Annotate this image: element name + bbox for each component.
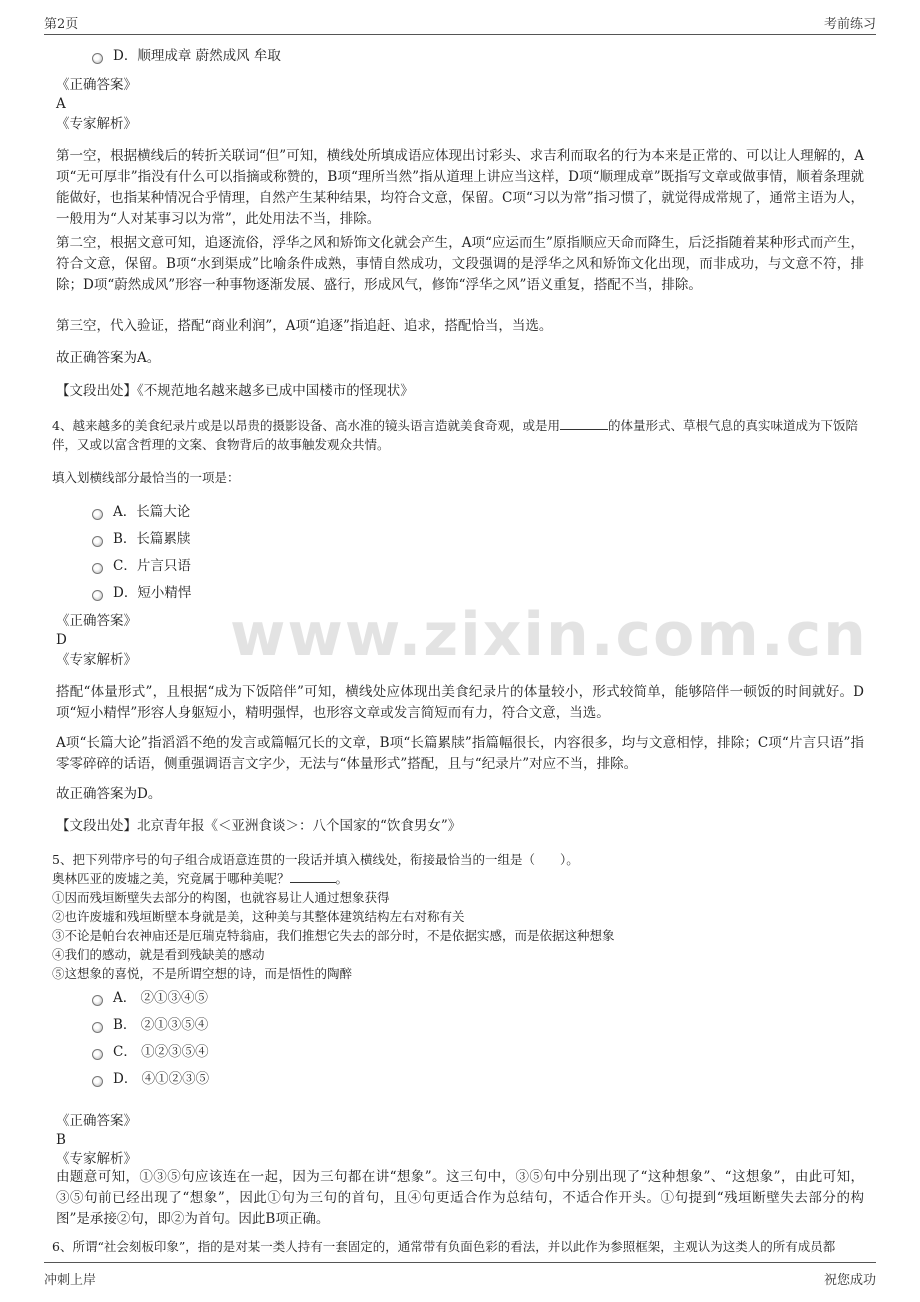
q5-answer: B [56,1132,66,1148]
radio-icon[interactable] [92,590,103,601]
radio-icon[interactable] [92,563,103,574]
q3-analysis-label: 《专家解析》 [56,116,137,132]
radio-icon[interactable] [92,1022,103,1033]
q5-option-d[interactable]: D． ④①②③⑤ [92,1069,209,1089]
q5-analysis: 由题意可知，①③⑤句应该连在一起，因为三句都在讲“想象”。这三句中，③⑤句中分别出现了“这种想象”、“这想象”，由此可知，③⑤句前已经出现了“想象”，因此①句为三句的首句，且④句更适合作为总结句，不适合作开头。①句提到“残垣断壁失去部分的构图”是承接②句，即②为首句。因此B项正确。 [56,1169,864,1227]
q3-analysis-p2: 第二空，根据文意可知，追逐流俗，浮华之风和矫饰文化就会产生，A项“应运而生”原指顺应天命而降生，后泛指随着某种形式而产生，符合文意，保留。B项“水到渠成”比喻条件成熟，事情自然成功，文段强调的是浮华之风和矫饰文化出现，而非成功，与文意不符，排除；D项“蔚然成风”形容一种事物逐渐发展、盛行，形成风气，修饰“浮华之风”语义重复，搭配不当，排除。 [56,235,864,293]
q5-stem: 5、把下列带序号的句子组合成语意连贯的一段话并填入横线处，衔接最恰当的一组是（ ）。 [52,852,579,867]
q4-option-a[interactable]: A．长篇大论 [92,502,190,522]
page-footer [44,1262,876,1288]
q6-stem: 6、所谓“社会刻板印象”，指的是对某一类人持有一套固定的，通常带有负面色彩的看法，并以此作为参照框架，主观认为这类人的所有成员都 [52,1239,836,1254]
q4-answer-label: 《正确答案》 [56,613,137,629]
q5-analysis-label: 《专家解析》 [56,1151,137,1167]
q4-analysis-p2: A项“长篇大论”指滔滔不绝的发言或篇幅冗长的文章，B项“长篇累牍”指篇幅很长，内容很多，均与文意相悖，排除；C项“片言只语”指零零碎碎的话语，侧重强调语言文字少，无法与“体量形式”搭配，且与“纪录片”对应不当，排除。 [56,735,864,772]
q5-sentence-2: ②也许废墟和残垣断壁本身就是美，这种美与其整体建筑结构左右对称有关 [52,909,465,924]
q4-option-c[interactable]: C．片言只语 [92,556,191,576]
footer-left: 冲刺上岸 [44,1273,97,1288]
q4-prompt: 填入划横线部分最恰当的一项是： [52,470,240,485]
q4-analysis-label: 《专家解析》 [56,652,137,668]
q3-option-d[interactable]: D．顺理成章 蔚然成风 牟取 [92,46,281,66]
q5-option-c[interactable]: C． ①②③⑤④ [92,1042,209,1062]
q4-analysis-p1: 搭配“体量形式”，且根据“成为下饭陪伴”可知，横线处应体现出美食纪录片的体量较小，形式较简单，能够陪伴一顿饭的时间就好。D项“短小精悍”形容人身躯短小，精明强悍，也形容文章或发言简短而有力，符合文意，当选。 [56,684,864,721]
q3-answer: A [56,96,66,112]
radio-icon[interactable] [92,536,103,547]
q3-answer-label: 《正确答案》 [56,77,137,93]
q5-option-b[interactable]: B． ②①③⑤④ [92,1015,208,1035]
q5-sentence-5: ⑤这想象的喜悦，不是所谓空想的诗，而是悟性的陶醉 [52,966,353,981]
q5-sentence-3: ③不论是帕台农神庙还是厄瑞克特翁庙，我们推想它失去的部分时，不是依据实感，而是依据这种想象 [52,928,615,943]
footer-right: 祝您成功 [823,1273,876,1288]
q3-analysis-p3: 第三空，代入验证，搭配“商业利润”，A项“追逐”指追赶、追求，搭配恰当，当选。 [56,318,553,334]
q3-source: 【文段出处】《不规范地名越来越多已成中国楼市的怪现状》 [56,383,414,399]
q5-answer-label: 《正确答案》 [56,1113,137,1129]
q5-sentence-4: ④我们的感动，就是看到残缺美的感动 [52,947,265,962]
q4-option-d[interactable]: D．短小精悍 [92,583,191,603]
q4-answer: D [56,632,67,648]
radio-icon[interactable] [92,53,103,64]
q4-stem: 4、越来越多的美食纪录片或是以昂贵的摄影设备、高水准的镜头语言造就美食奇观，或是用 的体量形式、草根气息的真实味道成为下饭陪伴，又或以富含哲理的文案、食物背后的故事触发观众共情。 [52,418,858,452]
page-number: 第2页 [44,17,79,32]
watermark: www.zixin.com.cn [230,600,868,670]
q3-analysis-p1: 第一空，根据横线后的转折关联词“但”可知，横线处所填成语应体现出讨彩头、求吉利而取名的行为本来是正常的、可以让人理解的，A项“无可厚非”指没有什么可以指摘或称赞的，B项“理所当然”指从道理上讲应当这样，D项“顺理成章”既指写文章或做事情，顺着条理就能做好，也指某种情况合乎情理，自然产生某种结果，均符合文意，保留。C项“习以为常”指习惯了，就觉得成常规了，通常主语为人，一般用为“人对某事习以为常”，此处用法不当，排除。 [56,148,864,227]
header-title: 考前练习 [823,17,876,32]
radio-icon[interactable] [92,1076,103,1087]
q3-conclusion: 故正确答案为A。 [56,350,161,366]
q4-option-b[interactable]: B．长篇累牍 [92,529,190,549]
q4-conclusion: 故正确答案为D。 [56,786,162,802]
page-header [44,12,876,35]
radio-icon[interactable] [92,995,103,1006]
q4-source: 【文段出处】北京青年报《＜亚洲食谈＞：八个国家的“饮食男女”》 [56,818,462,834]
q5-sentence-1: ①因而残垣断壁失去部分的构图，也就容易让人通过想象获得 [52,890,390,905]
q5-option-a[interactable]: A． ②①③④⑤ [92,988,208,1008]
radio-icon[interactable] [92,509,103,520]
q5-question-line: 奥林匹亚的废墟之美，究竟属于哪种美呢？ 。 [52,871,349,886]
radio-icon[interactable] [92,1049,103,1060]
